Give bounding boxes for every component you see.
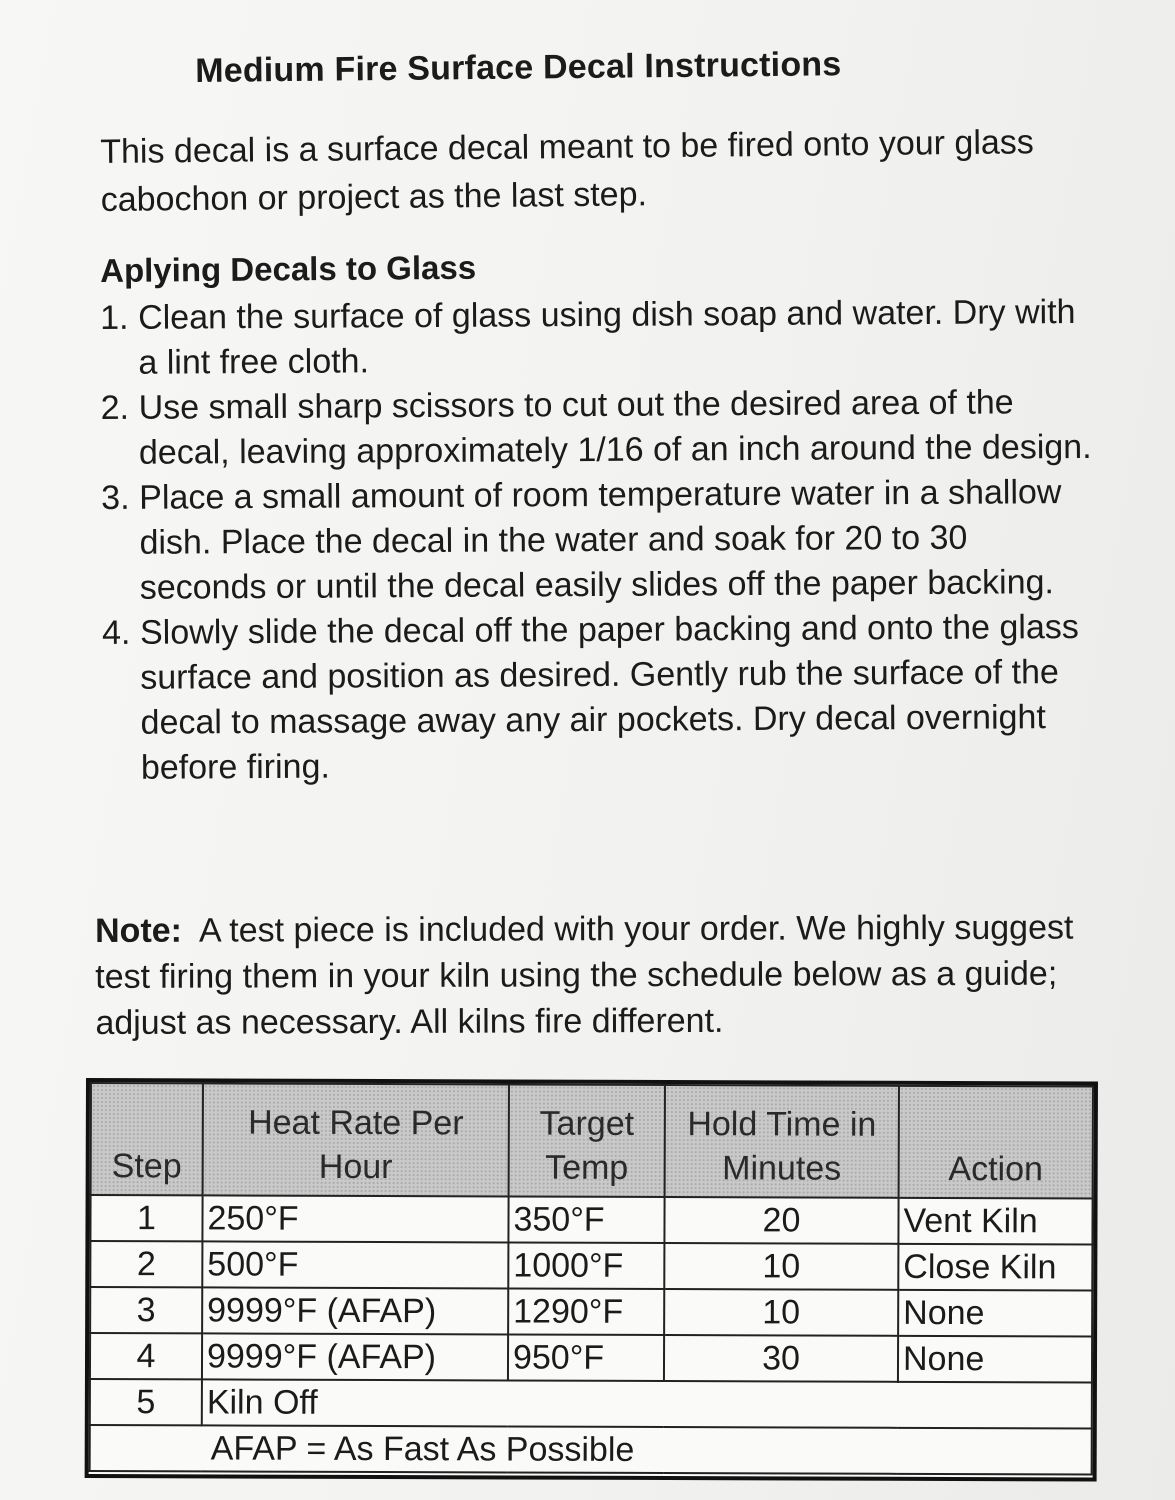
cell-target-temp: 350°F	[508, 1196, 664, 1243]
step-text: Place a small amount of room temperature water in a shallow dish. Place the decal in the water and soak for 20 to 30 seconds or until the decal easily slides off the paper backing.	[139, 473, 1062, 607]
step-text: Clean the surface of glass using dish soap and water. Dry with a lint free cloth.	[138, 293, 1076, 382]
cell-heat-rate: 9999°F (AFAP)	[202, 1287, 508, 1334]
cell-heat-rate: 9999°F (AFAP)	[202, 1333, 508, 1380]
table-footnote: AFAP = As Fast As Possible	[90, 1425, 1092, 1474]
cell-heat-rate: 500°F	[202, 1241, 508, 1288]
cell-action: Vent Kiln	[898, 1198, 1092, 1245]
list-item	[100, 290, 1101, 386]
cell-hold-time: 30	[664, 1335, 898, 1382]
cell-action: None	[898, 1290, 1092, 1337]
section-heading: Aplying Decals to Glass	[100, 248, 477, 289]
step-text: Slowly slide the decal off the paper backing and onto the glass surface and position as desired. Gently rub the surface of the decal to massage away any air pockets. Dry decal overnight before firing.	[139, 608, 1079, 787]
cell-step: 5	[90, 1379, 202, 1425]
table-row	[90, 1287, 1092, 1336]
list-item	[102, 605, 1103, 791]
cell-step: 4	[90, 1333, 202, 1379]
table-row	[90, 1195, 1092, 1244]
header-heat-rate: Heat Rate Per Hour	[203, 1083, 509, 1196]
header-target-temp: Target Temp	[509, 1084, 665, 1197]
firing-schedule-table	[85, 1078, 1098, 1482]
intro-paragraph: This decal is a surface decal meant to be fired onto your glass cabochon or project as the last step.	[100, 123, 1035, 219]
cell-action: None	[898, 1336, 1092, 1383]
step-number: 2.	[100, 388, 130, 427]
cell-step: 3	[90, 1287, 202, 1333]
header-action: Action	[899, 1086, 1093, 1199]
step-number: 3.	[101, 478, 130, 517]
note-paragraph	[95, 904, 1115, 1046]
page-title: Medium Fire Surface Decal Instructions	[195, 45, 842, 90]
cell-target-temp: 950°F	[508, 1334, 664, 1381]
table-footnote-row	[90, 1425, 1092, 1474]
table-row	[90, 1379, 1092, 1428]
table-row	[90, 1241, 1092, 1290]
table-header-row	[91, 1083, 1093, 1198]
cell-target-temp: 1000°F	[508, 1242, 664, 1289]
steps-list	[100, 290, 1103, 791]
header-step: Step	[91, 1083, 203, 1195]
header-hold-time: Hold Time in Minutes	[665, 1085, 899, 1198]
step-number: 4.	[101, 613, 131, 652]
cell-target-temp: 1290°F	[508, 1288, 664, 1335]
cell-step: 2	[90, 1241, 202, 1287]
note-text: A test piece is included with your order. We highly suggest test firing them in your kiln using the schedule below as a guide; adjust as necessary. All kilns fire different.	[95, 908, 1074, 1042]
list-item	[101, 470, 1102, 611]
step-number: 1.	[100, 298, 129, 337]
table-row	[90, 1333, 1092, 1382]
cell-hold-time: 10	[664, 1243, 898, 1290]
cell-hold-time: 20	[664, 1197, 898, 1244]
cell-heat-rate: 250°F	[202, 1195, 508, 1242]
cell-action: Close Kiln	[898, 1244, 1092, 1291]
step-text: Use small sharp scissors to cut out the desired area of the decal, leaving approximately 1/16 of an inch around the design.	[138, 383, 1092, 472]
note-label: Note:	[95, 911, 183, 950]
list-item	[101, 380, 1102, 476]
cell-hold-time: 10	[664, 1289, 898, 1336]
cell-kiln-off: Kiln Off	[202, 1379, 1092, 1428]
cell-step: 1	[90, 1195, 202, 1241]
